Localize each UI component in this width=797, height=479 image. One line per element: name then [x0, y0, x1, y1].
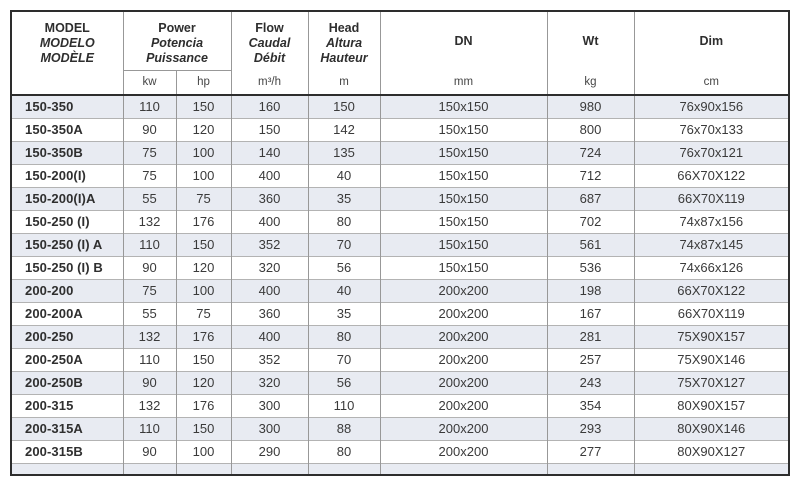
- header-dn-label: DN: [454, 33, 473, 48]
- cell-head: 70: [308, 233, 380, 256]
- cell-model: 200-250B: [11, 371, 123, 394]
- cell-head: 35: [308, 187, 380, 210]
- cell-model: 200-315A: [11, 417, 123, 440]
- header-power-es: Potencia: [150, 36, 204, 50]
- table-row: [11, 164, 789, 187]
- cell-model: 200-250: [11, 325, 123, 348]
- cell-kw: 75: [123, 279, 176, 302]
- cell-kw: 110: [123, 348, 176, 371]
- cell-dim: 66X70X119: [634, 302, 789, 325]
- cell-hp: 100: [176, 164, 231, 187]
- cell-hp: 100: [176, 279, 231, 302]
- cell-hp: 150: [176, 417, 231, 440]
- header-head-en: Head: [328, 21, 360, 35]
- cell-flow: 290: [231, 440, 308, 463]
- cell-hp: 176: [176, 210, 231, 233]
- cell-wt: 198: [547, 279, 634, 302]
- cell-dn: [380, 463, 547, 475]
- cell-hp: [176, 463, 231, 475]
- cell-model: 150-350A: [11, 118, 123, 141]
- cell-kw: 55: [123, 302, 176, 325]
- cell-flow: 352: [231, 233, 308, 256]
- header-power-unit-kw: kw: [123, 70, 176, 95]
- table-row: [11, 95, 789, 118]
- cell-dn: 200x200: [380, 302, 547, 325]
- cell-head: [308, 463, 380, 475]
- cell-kw: 90: [123, 118, 176, 141]
- cell-head: 135: [308, 141, 380, 164]
- cell-dn: 200x200: [380, 279, 547, 302]
- cell-wt: 800: [547, 118, 634, 141]
- cell-kw: 90: [123, 440, 176, 463]
- cell-dim: 66X70X122: [634, 279, 789, 302]
- cell-head: 80: [308, 440, 380, 463]
- table-row: [11, 302, 789, 325]
- cell-head: 142: [308, 118, 380, 141]
- cell-hp: 150: [176, 95, 231, 118]
- cell-dim: 80X90X157: [634, 394, 789, 417]
- header-head-es: Altura: [325, 36, 363, 50]
- cell-flow: 360: [231, 187, 308, 210]
- header-power-en: Power: [158, 21, 196, 35]
- header-dim: [634, 11, 789, 95]
- cell-flow: 320: [231, 256, 308, 279]
- cell-flow: 400: [231, 279, 308, 302]
- header-dn: [380, 11, 547, 95]
- cell-dim: 66X70X122: [634, 164, 789, 187]
- cell-dn: 200x200: [380, 417, 547, 440]
- header-model: [11, 11, 123, 95]
- cell-hp: 75: [176, 187, 231, 210]
- cell-kw: 55: [123, 187, 176, 210]
- table-row: [11, 325, 789, 348]
- cell-model: [11, 463, 123, 475]
- cell-dn: 150x150: [380, 141, 547, 164]
- header-flow-fr: Débit: [253, 51, 286, 65]
- header-head-fr: Hauteur: [320, 51, 368, 65]
- cell-model: 150-250 (I) B: [11, 256, 123, 279]
- header-dim-unit: cm: [703, 75, 719, 88]
- cell-wt: 167: [547, 302, 634, 325]
- cell-flow: 360: [231, 302, 308, 325]
- cell-hp: 75: [176, 302, 231, 325]
- cell-wt: 243: [547, 371, 634, 394]
- cell-kw: 90: [123, 371, 176, 394]
- header-dn-unit: mm: [453, 75, 474, 88]
- cell-head: 80: [308, 210, 380, 233]
- cell-dn: 200x200: [380, 371, 547, 394]
- cell-flow: 400: [231, 210, 308, 233]
- cell-head: 88: [308, 417, 380, 440]
- cell-dn: 200x200: [380, 325, 547, 348]
- cell-flow: 352: [231, 348, 308, 371]
- cell-dim: 80X90X146: [634, 417, 789, 440]
- cell-model: 150-350B: [11, 141, 123, 164]
- cell-head: 40: [308, 164, 380, 187]
- cell-model: 150-200(I)A: [11, 187, 123, 210]
- cell-kw: 90: [123, 256, 176, 279]
- cell-model: 200-200: [11, 279, 123, 302]
- cell-flow: 400: [231, 164, 308, 187]
- header-wt-unit: kg: [584, 75, 597, 88]
- cell-head: 110: [308, 394, 380, 417]
- cell-flow: 300: [231, 394, 308, 417]
- cell-wt: 281: [547, 325, 634, 348]
- header-power: [123, 11, 231, 70]
- header-flow-unit: m³/h: [258, 75, 281, 88]
- cell-dim: 66X70X119: [634, 187, 789, 210]
- cell-wt: 980: [547, 95, 634, 118]
- cell-wt: 724: [547, 141, 634, 164]
- cell-head: 40: [308, 279, 380, 302]
- header-head-unit: m: [339, 75, 349, 88]
- cell-head: 56: [308, 256, 380, 279]
- cell-dn: 150x150: [380, 256, 547, 279]
- cell-dim: 75X90X146: [634, 348, 789, 371]
- table-row: [11, 233, 789, 256]
- cell-kw: 75: [123, 141, 176, 164]
- cell-dim: 76x70x121: [634, 141, 789, 164]
- cell-dn: 200x200: [380, 394, 547, 417]
- cell-kw: 132: [123, 325, 176, 348]
- table-row: [11, 141, 789, 164]
- cell-head: 70: [308, 348, 380, 371]
- cell-hp: 120: [176, 256, 231, 279]
- cell-model: 200-315: [11, 394, 123, 417]
- cell-hp: 150: [176, 233, 231, 256]
- cell-wt: 354: [547, 394, 634, 417]
- cell-head: 56: [308, 371, 380, 394]
- cell-head: 80: [308, 325, 380, 348]
- cell-hp: 176: [176, 325, 231, 348]
- cell-model: 200-315B: [11, 440, 123, 463]
- cell-flow: 400: [231, 325, 308, 348]
- cell-model: 150-250 (I) A: [11, 233, 123, 256]
- header-head: [308, 11, 380, 95]
- cell-dim: 76x70x133: [634, 118, 789, 141]
- cell-kw: 132: [123, 210, 176, 233]
- cell-hp: 100: [176, 440, 231, 463]
- cell-kw: [123, 463, 176, 475]
- header-model-en: MODEL: [44, 21, 90, 35]
- header-model-es: MODELO: [39, 36, 95, 50]
- header-flow-es: Caudal: [248, 36, 291, 50]
- cell-wt: 712: [547, 164, 634, 187]
- cell-flow: 150: [231, 118, 308, 141]
- cell-hp: 120: [176, 118, 231, 141]
- cell-dim: 76x90x156: [634, 95, 789, 118]
- cell-model: 200-200A: [11, 302, 123, 325]
- cell-dn: 150x150: [380, 233, 547, 256]
- cell-dim: 75X70X127: [634, 371, 789, 394]
- cell-kw: 110: [123, 95, 176, 118]
- table-row: [11, 210, 789, 233]
- table-row: [11, 348, 789, 371]
- cell-kw: 110: [123, 417, 176, 440]
- pump-spec-table: [10, 10, 790, 476]
- cell-hp: 150: [176, 348, 231, 371]
- table-row: [11, 440, 789, 463]
- cell-dim: [634, 463, 789, 475]
- cell-dn: 150x150: [380, 95, 547, 118]
- cell-dn: 200x200: [380, 348, 547, 371]
- cell-wt: 257: [547, 348, 634, 371]
- cell-kw: 110: [123, 233, 176, 256]
- cell-hp: 176: [176, 394, 231, 417]
- cell-wt: [547, 463, 634, 475]
- cell-head: 35: [308, 302, 380, 325]
- header-power-fr: Puissance: [146, 51, 208, 65]
- header-model-fr: MODÈLE: [40, 51, 94, 65]
- cell-dim: 74x87x145: [634, 233, 789, 256]
- cell-dn: 200x200: [380, 440, 547, 463]
- pump-spec-table-wrap: [10, 10, 788, 476]
- cell-hp: 100: [176, 141, 231, 164]
- cell-wt: 293: [547, 417, 634, 440]
- header-flow-en: Flow: [255, 21, 284, 35]
- cell-dim: 74x87x156: [634, 210, 789, 233]
- cell-dn: 150x150: [380, 210, 547, 233]
- table-header: [11, 11, 789, 95]
- cell-model: 150-250 (I): [11, 210, 123, 233]
- table-row: [11, 279, 789, 302]
- table-row: [11, 256, 789, 279]
- cell-dim: 74x66x126: [634, 256, 789, 279]
- header-wt-label: Wt: [582, 33, 599, 48]
- header-dim-label: Dim: [699, 33, 724, 48]
- cell-wt: 702: [547, 210, 634, 233]
- table-row: [11, 394, 789, 417]
- table-row: [11, 417, 789, 440]
- spec-table-body: [11, 95, 789, 475]
- cell-wt: 561: [547, 233, 634, 256]
- cell-dn: 150x150: [380, 187, 547, 210]
- cell-flow: 300: [231, 417, 308, 440]
- cell-flow: 160: [231, 95, 308, 118]
- cell-kw: 132: [123, 394, 176, 417]
- cell-wt: 277: [547, 440, 634, 463]
- table-row: [11, 187, 789, 210]
- cell-hp: 120: [176, 371, 231, 394]
- cell-wt: 536: [547, 256, 634, 279]
- cell-wt: 687: [547, 187, 634, 210]
- header-power-unit-hp: hp: [176, 70, 231, 95]
- cell-dim: 80X90X127: [634, 440, 789, 463]
- table-row: [11, 371, 789, 394]
- header-wt: [547, 11, 634, 95]
- cell-dim: 75X90X157: [634, 325, 789, 348]
- cell-dn: 150x150: [380, 118, 547, 141]
- cell-flow: [231, 463, 308, 475]
- cell-head: 150: [308, 95, 380, 118]
- cell-model: 150-200(I): [11, 164, 123, 187]
- table-row-cutoff: [11, 463, 789, 475]
- header-flow: [231, 11, 308, 95]
- cell-model: 200-250A: [11, 348, 123, 371]
- cell-dn: 150x150: [380, 164, 547, 187]
- cell-model: 150-350: [11, 95, 123, 118]
- table-row: [11, 118, 789, 141]
- cell-kw: 75: [123, 164, 176, 187]
- cell-flow: 320: [231, 371, 308, 394]
- cell-flow: 140: [231, 141, 308, 164]
